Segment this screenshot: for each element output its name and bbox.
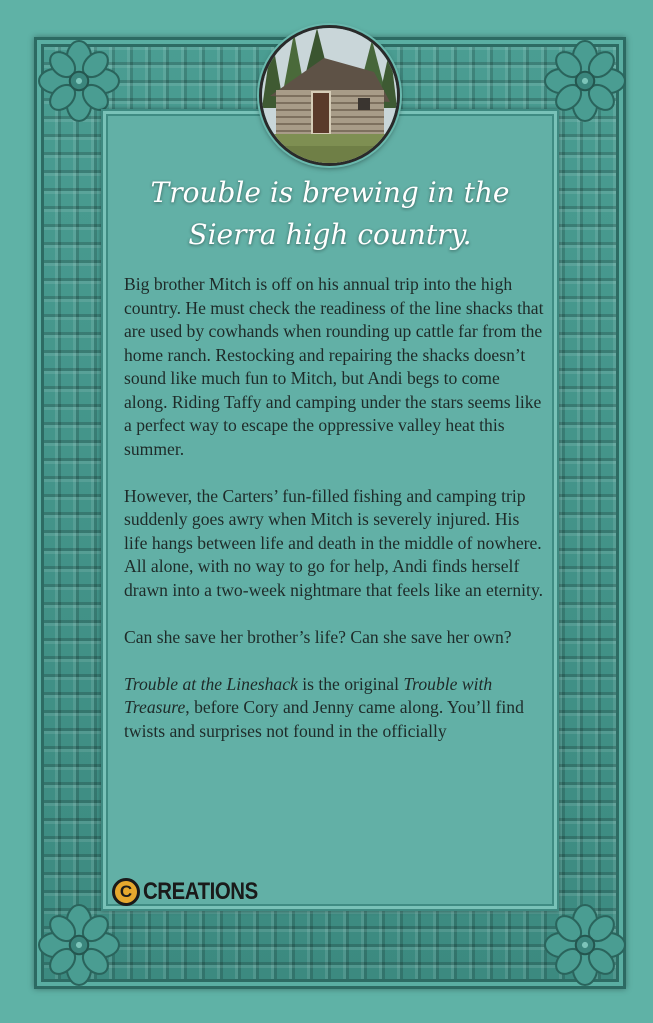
logo-wordmark: CREATIONS (143, 878, 258, 905)
flower-ornament-icon (38, 904, 120, 986)
paragraph-3: Can she save her brother’s life? Can she save her own? (124, 626, 512, 647)
book-title-lineshack: Trouble at the Lineshack (124, 673, 298, 694)
description (124, 273, 544, 767)
book-title-treasure: Trouble with Treasure (124, 673, 493, 717)
headline (110, 172, 550, 256)
log-cabin-photo (259, 25, 400, 166)
paragraph-4-mid: is the original (297, 673, 404, 694)
logo-c-icon: C (112, 878, 140, 906)
paragraph-4-rest: , before Cory and Jenny came along. You’ll find twists and surprises not found in the officially (124, 697, 524, 741)
creations-logo (112, 874, 278, 910)
paragraph-4 (124, 673, 544, 744)
headline-line-2: Sierra high country. (188, 218, 472, 251)
paragraph-1: Big brother Mitch is off on his annual trip into the high country. He must check the readiness of the line shacks that are used by cowhands when rounding up cattle far from the home ranch. Restocking and repairing the shacks doesn’t sound like much fun to Mitch, but Andi begs to come along. Riding Taffy and camping under the stars seems like a perfect way to escape the oppressive valley heat this summer. (124, 274, 544, 459)
headline-line-1: Trouble is brewing in the (150, 176, 510, 209)
flower-ornament-icon (544, 904, 626, 986)
paragraph-2: However, the Carters’ fun-filled fishing and camping trip suddenly goes awry when Mitch is severely injured. His life hangs between life and death in the middle of nowhere. All alone, with no way to go for help, Andi finds herself drawn into a two-week nightmare that feels like an eternity. (124, 485, 544, 600)
